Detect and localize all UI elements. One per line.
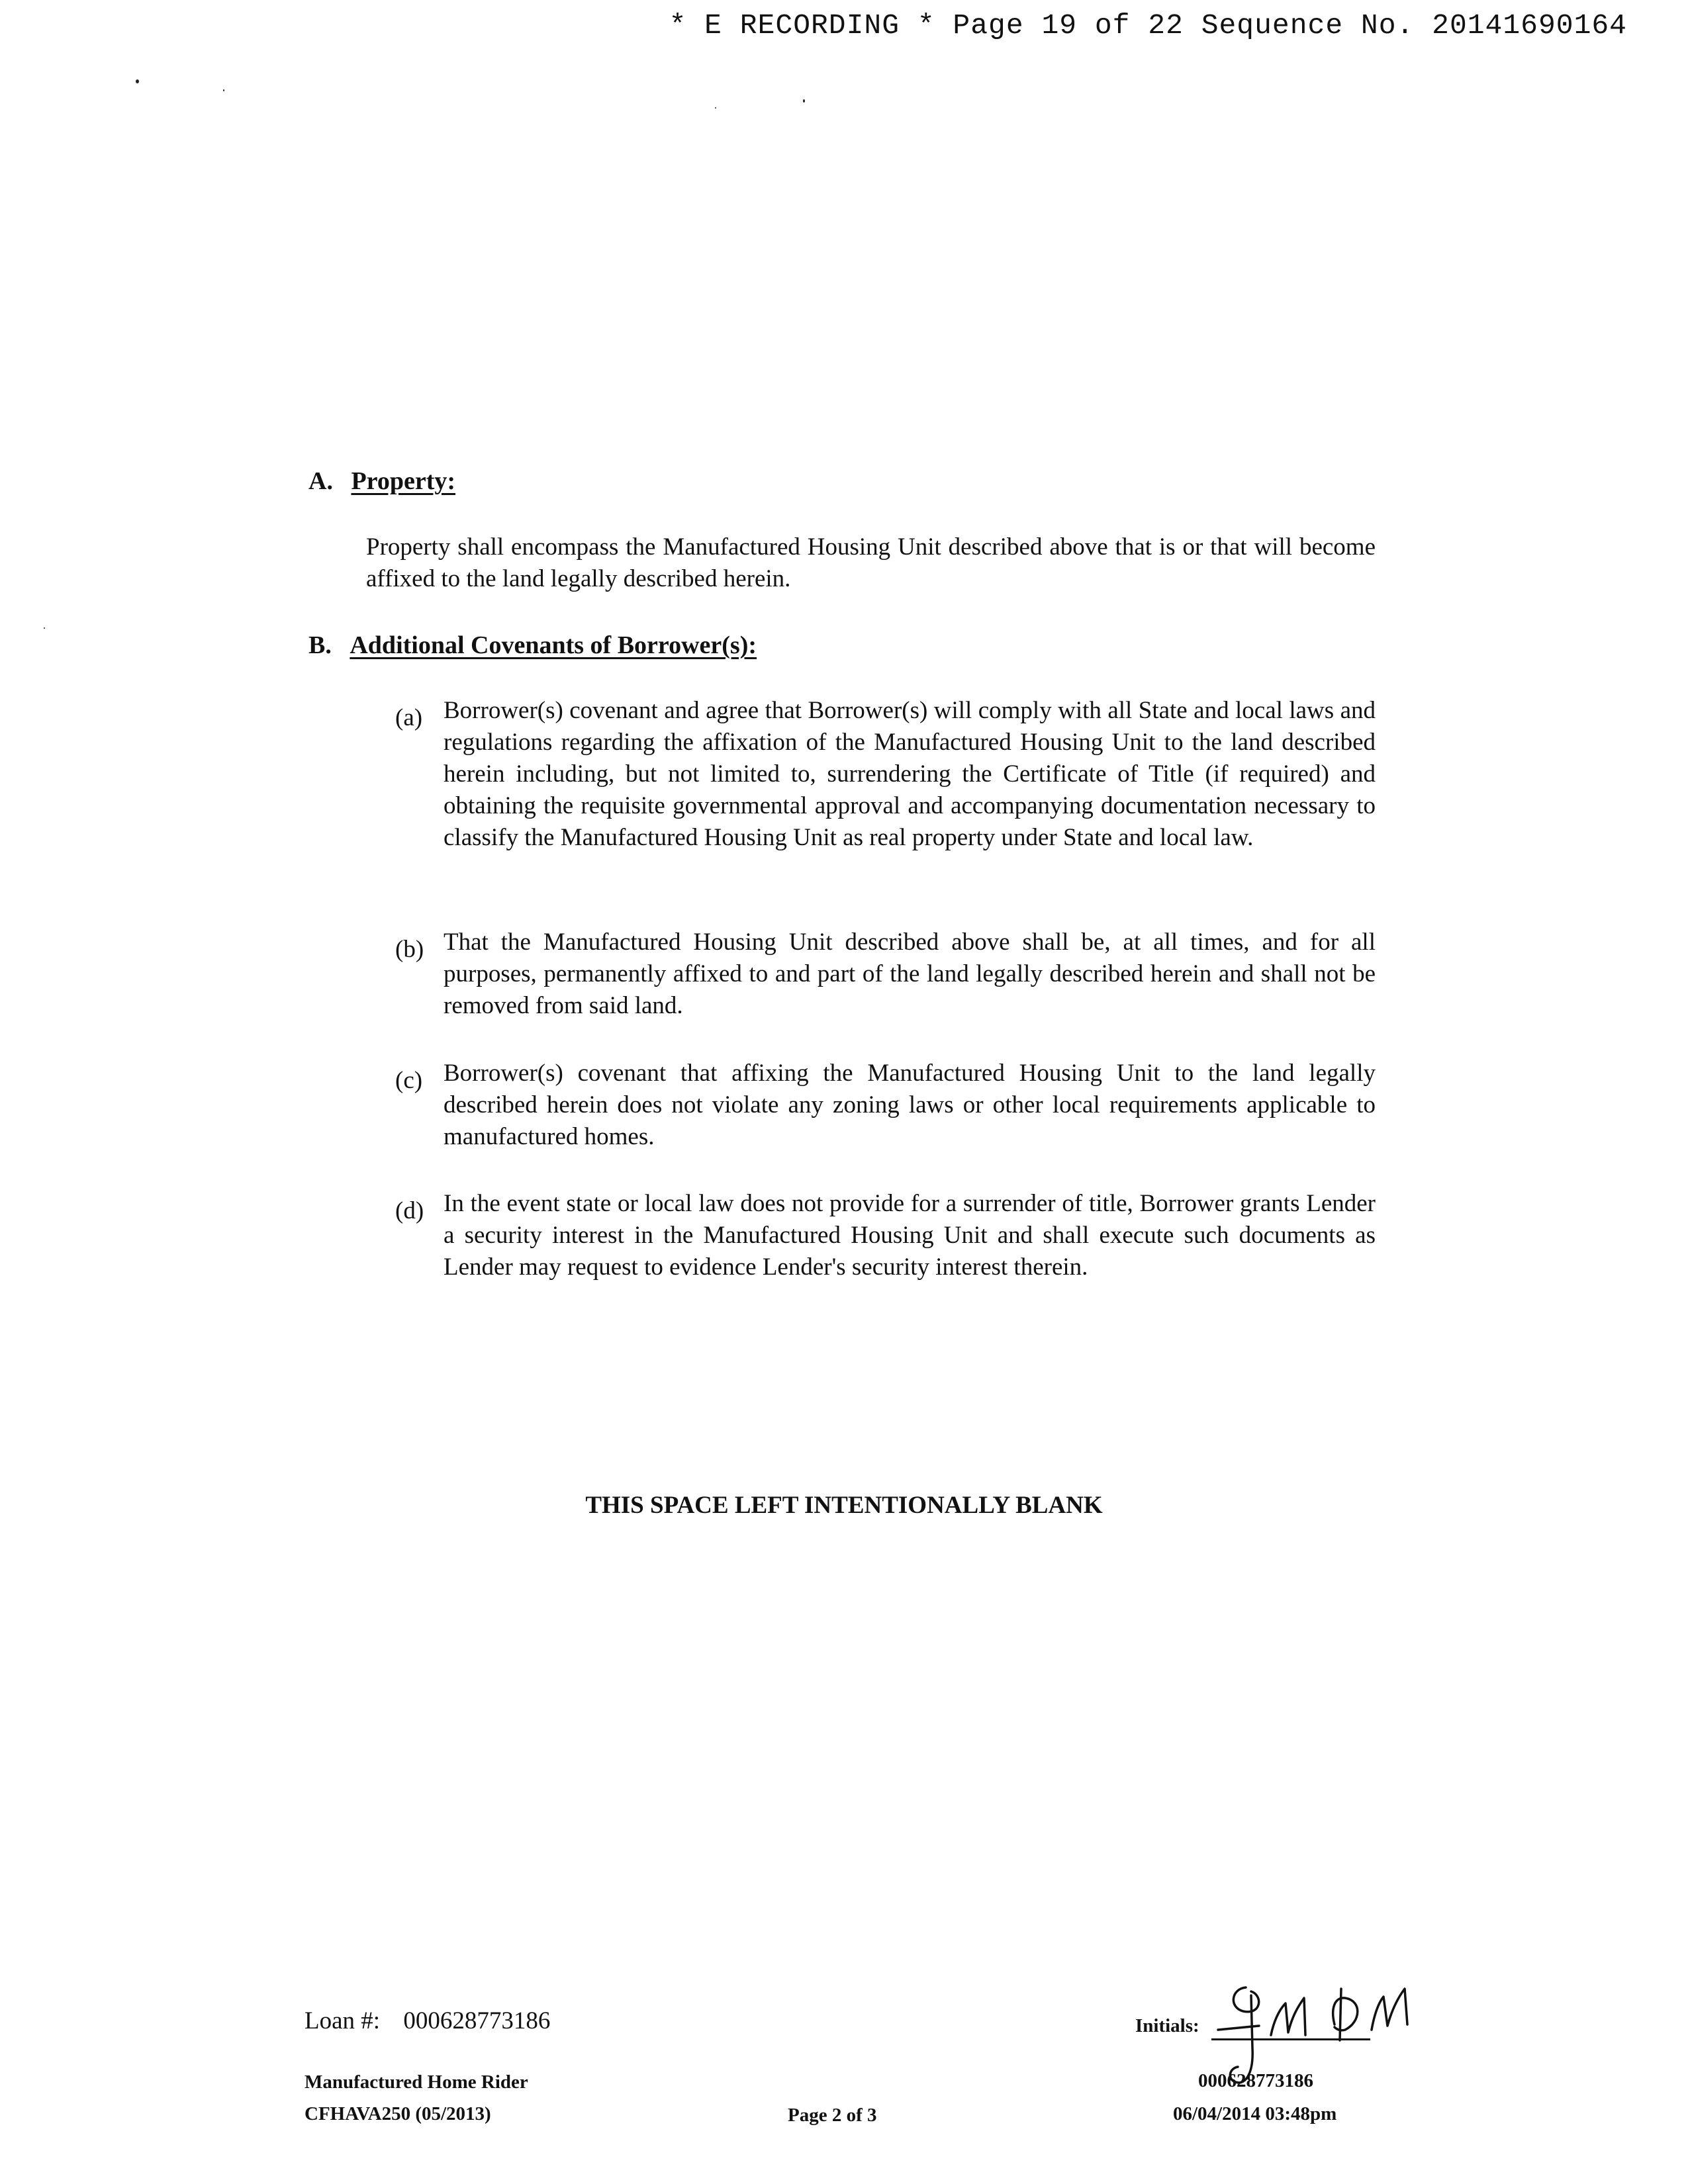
recording-header: * E RECORDING * Page 19 of 22 Sequence No. 20141690164	[669, 9, 1627, 42]
reference-number: 000628773186	[1198, 2070, 1313, 2091]
form-name: Manufactured Home Rider	[305, 2071, 528, 2093]
item-b-text: That the Manufactured Housing Unit described above shall be, at all times, and for all purposes, permanently affixed to and part of the land legally described herein and shall not be removed from said land.	[444, 929, 1376, 1019]
item-c-letter: (c)	[395, 1067, 423, 1094]
form-code: CFHAVA250 (05/2013)	[305, 2103, 491, 2124]
section-a-letter: A.	[308, 467, 333, 495]
page-number: Page 2 of 3	[788, 2105, 877, 2126]
item-a-text: Borrower(s) covenant and agree that Borrower(s) will comply with all State and local laws and regulations regarding the affixation of the Manufactured Housing Unit to the land described herein including, but not limited to, surrendering the Certificate of Title (if required) and obtaining the requisite governmental approval and accompanying documentation necessary to classify the Manufactured Housing Unit as real property under State and local law.	[444, 697, 1376, 851]
item-b-letter: (b)	[395, 936, 424, 963]
item-d-letter: (d)	[395, 1197, 424, 1224]
loan-number-line	[305, 2007, 550, 2035]
loan-label: Loan #:	[305, 2007, 381, 2034]
section-b-letter: B.	[308, 631, 332, 659]
loan-number: 000628773186	[403, 2007, 551, 2034]
item-d-text: In the event state or local law does not provide for a surrender of title, Borrower grants Lender a security interest in the Manufactured Housing Unit and shall execute such documents as Lender may request to evidence Lender's security interest therein.	[444, 1190, 1376, 1281]
item-c-text: Borrower(s) covenant that affixing the Manufactured Housing Unit to the land legally described herein does not violate any zoning laws or other local requirements applicable to manufactured homes.	[444, 1060, 1376, 1150]
timestamp: 06/04/2014 03:48pm	[1173, 2103, 1337, 2124]
section-b-heading	[308, 631, 757, 660]
intentionally-blank-notice: THIS SPACE LEFT INTENTIONALLY BLANK	[585, 1492, 1103, 1519]
initials-label: Initials:	[1135, 2015, 1199, 2036]
item-a-letter: (a)	[395, 704, 423, 731]
section-b-title: Additional Covenants of Borrower(s):	[350, 631, 757, 659]
section-a-title: Property:	[351, 467, 456, 495]
section-a-body: Property shall encompass the Manufactured Housing Unit described above that is or that will become affixed to the land legally described herein.	[366, 533, 1376, 592]
section-a-heading	[308, 467, 455, 496]
